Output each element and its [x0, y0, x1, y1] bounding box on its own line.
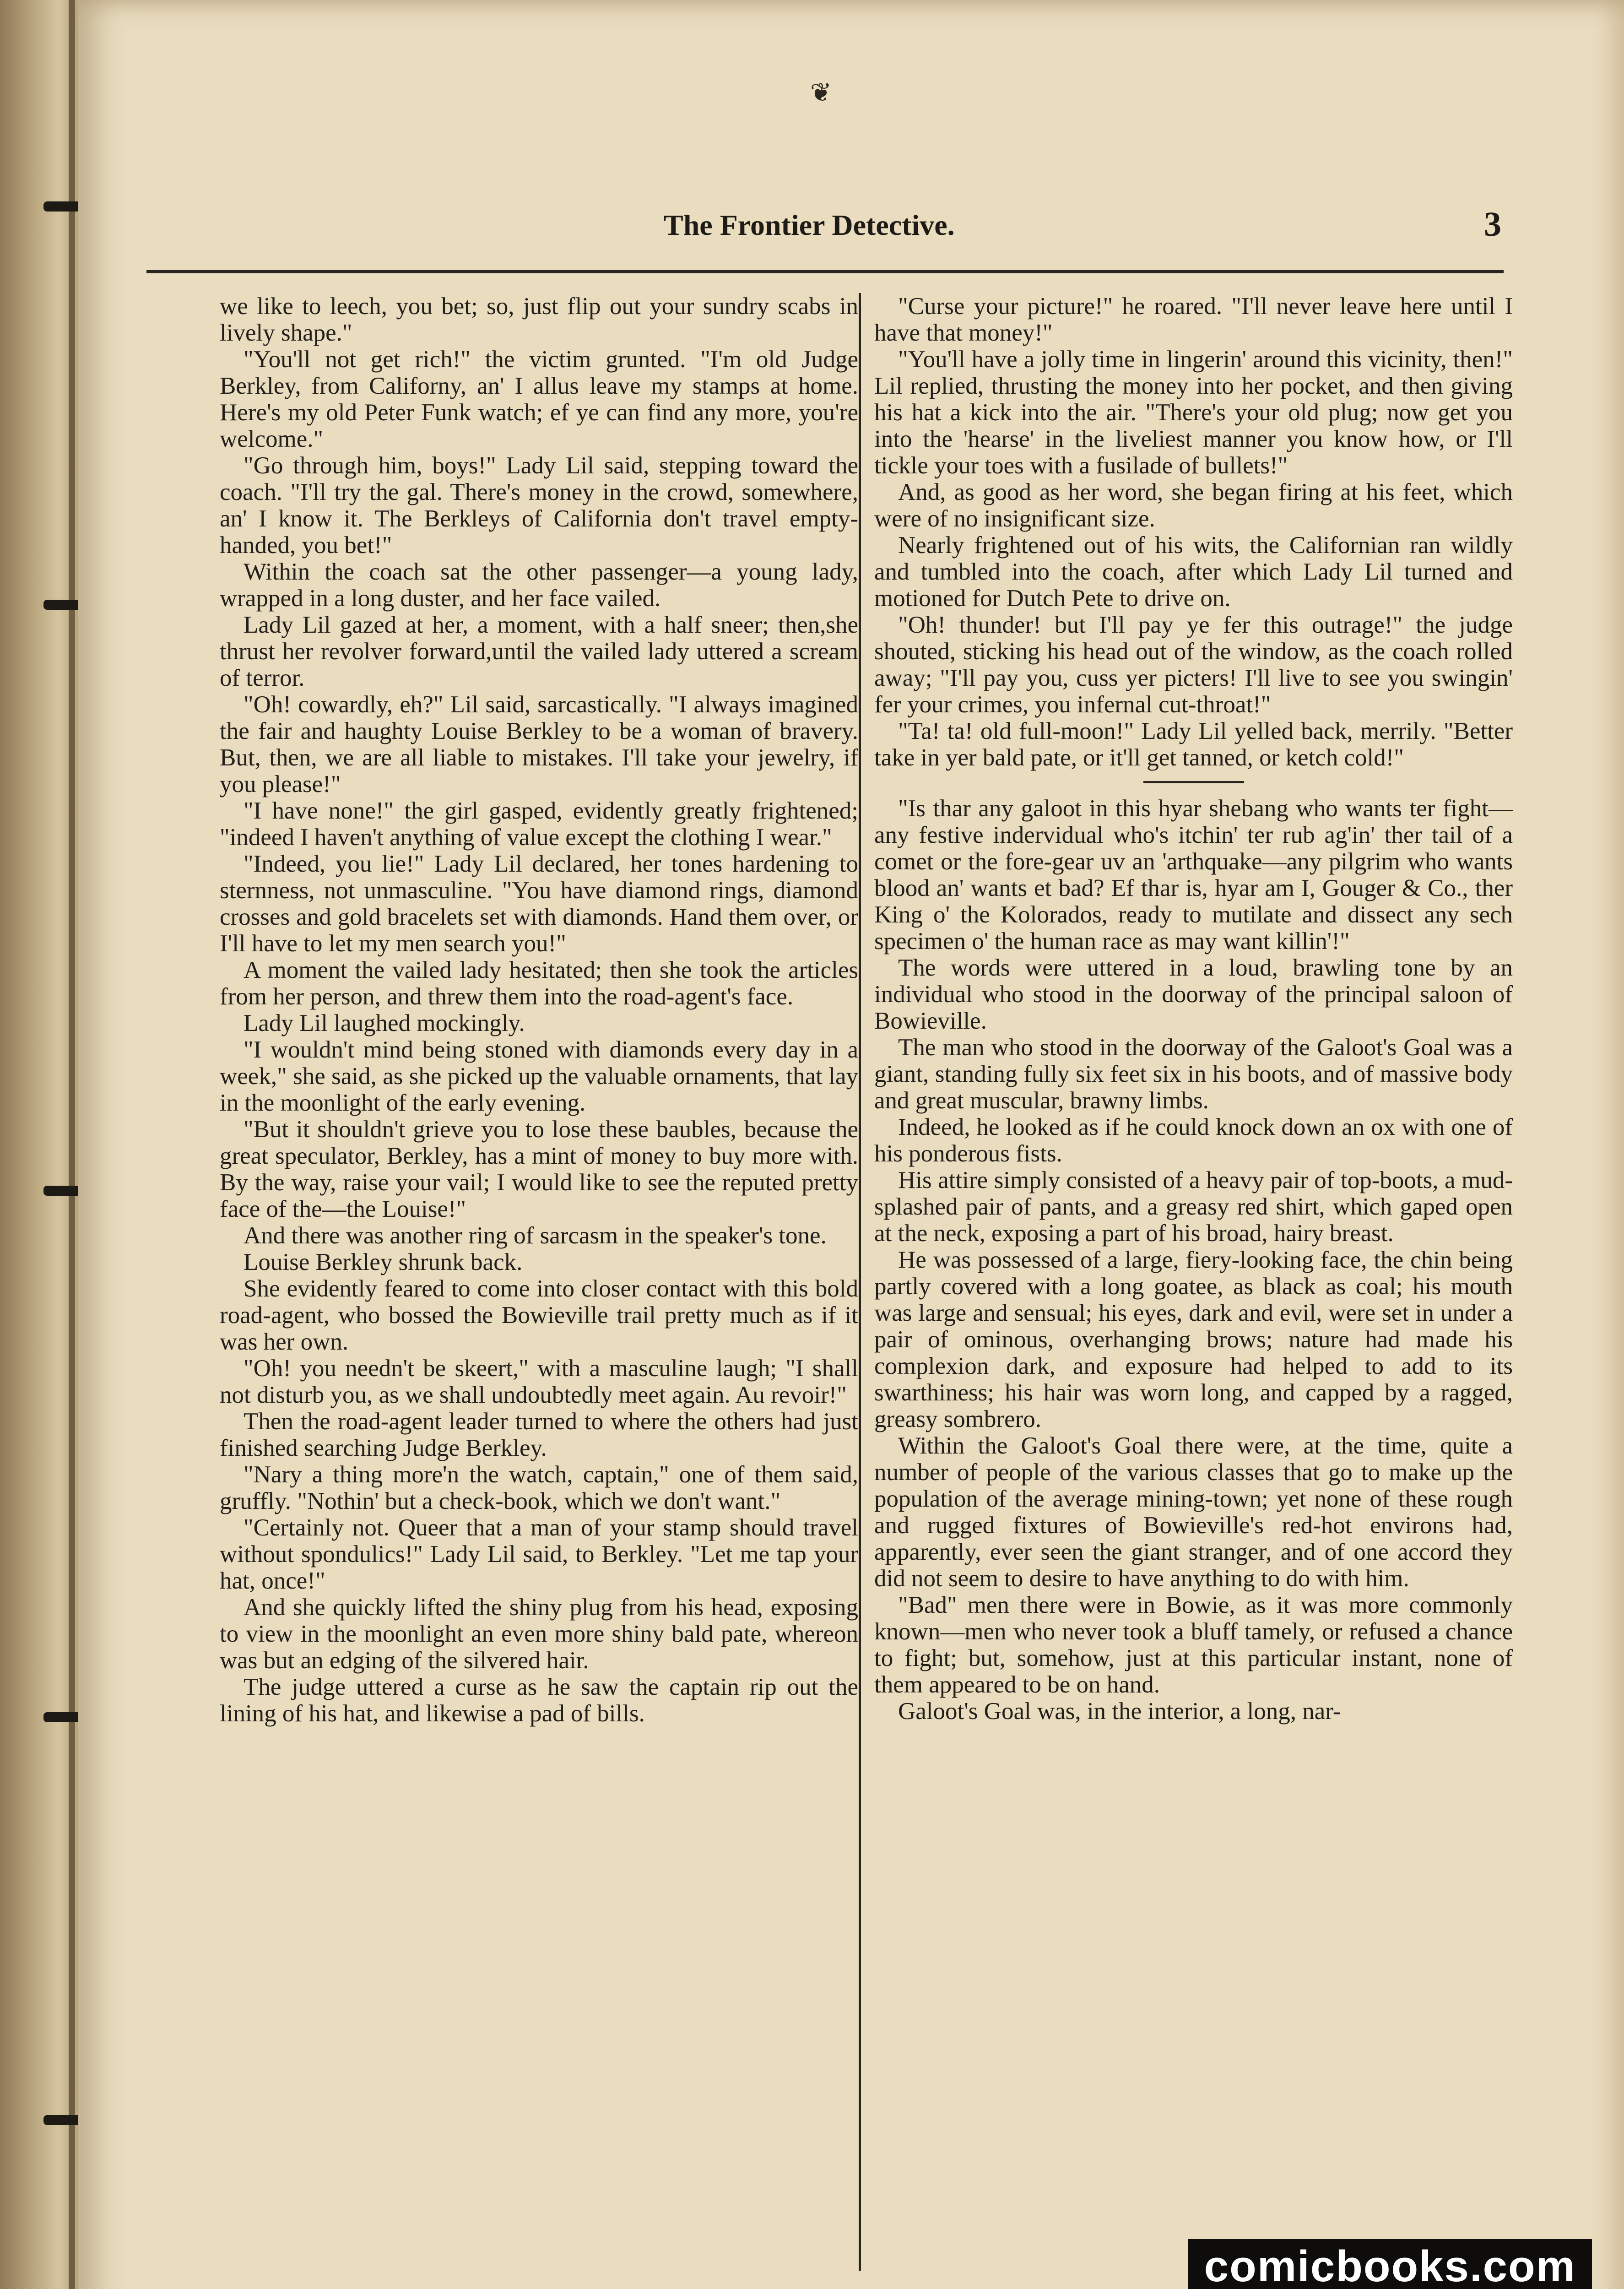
paragraph: "Go through him, boys!" Lady Lil said, stepping toward the coach. "I'll try the gal. There's money in the crowd, somewhere, an' I know it. The Berkleys of California don't travel empty-handed, you bet!" — [220, 452, 858, 559]
page-number: 3 — [1484, 205, 1501, 244]
paragraph: "Oh! thunder! but I'll pay ye fer this outrage!" the judge shouted, sticking his head out of the window, as the coach rolled away; "I'll pay you, cuss yer picters! I'll live to see you swingin' fer your crimes, you infernal cut-throat!" — [874, 612, 1513, 718]
paragraph: "I have none!" the girl gasped, evidently greatly frightened; "indeed I haven't anything of value except the clothing I wear." — [220, 797, 858, 851]
paragraph: "Nary a thing more'n the watch, captain," one of them said, gruffly. "Nothin' but a check-book, which we don't want." — [220, 1461, 858, 1514]
paragraph: His attire simply consisted of a heavy pair of top-boots, a mud-splashed pair of pants, and a greasy red shirt, which gaped open at the neck, exposing a part of his broad, hairy breast. — [874, 1167, 1513, 1247]
paragraph: "You'll have a jolly time in lingerin' around this vicinity, then!" Lil replied, thrusting the money into her pocket, and then giving his hat a kick into the air. "There's your old plug; now get you into the 'hearse' in the liveliest manner you know how, or I'll tickle your toes with a fusilade of bullets!" — [874, 346, 1513, 479]
paragraph: Within the Galoot's Goal there were, at the time, quite a number of people of the various classes that go to make up the population of the average mining-town; yet none of these rough and rugged fixtures of Bowieville's red-hot environs had, apparently, ever seen the giant stranger, and of one accord they did not seem to desire to have anything to do with him. — [874, 1432, 1513, 1592]
paragraph: "Is thar any galoot in this hyar shebang who wants ter fight—any festive indervidual who's itchin' ter rub ag'in' ther tail of a comet or the fore-gear uv an 'arthquake—any pilgrim who wants blood an' wants et bad? Ef thar is, hyar am I, Gouger & Co., ther King o' the Kolorados, ready to mutilate and dissect any sech specimen o' the human race as may want killin'!" — [874, 795, 1513, 955]
paragraph: "But it shouldn't grieve you to lose these baubles, because the great speculator, Berkley, has a mint of money to buy more with. By the way, raise your vail; I would like to see the reputed pretty face of the—the Louise!" — [220, 1116, 858, 1222]
paragraph: A moment the vailed lady hesitated; then she took the articles from her person, and threw them into the road-agent's face. — [220, 957, 858, 1010]
running-title: The Frontier Detective. — [664, 209, 955, 241]
paragraph: we like to leech, you bet; so, just flip out your sundry scabs in lively shape." — [220, 293, 858, 346]
paragraph: Galoot's Goal was, in the interior, a long, nar- — [898, 1698, 1341, 1725]
page-header — [146, 205, 1501, 259]
left-column — [220, 293, 858, 1727]
paragraph: "Certainly not. Queer that a man of your stamp should travel without spondulics!" Lady Lil said, to Berkley. "Let me tap your hat, once!" — [220, 1514, 858, 1594]
paragraph: And there was another ring of sarcasm in the speaker's tone. — [244, 1222, 827, 1249]
paragraph: "Oh! you needn't be skeert," with a masculine laugh; "I shall not disturb you, as we shall undoubtedly meet again. Au revoir!" — [220, 1355, 858, 1408]
paragraph: Indeed, he looked as if he could knock down an ox with one of his ponderous fists. — [874, 1114, 1513, 1167]
paragraph: And, as good as her word, she began firing at his feet, which were of no insignificant size. — [874, 479, 1513, 532]
paragraph: "You'll not get rich!" the victim grunted. "I'm old Judge Berkley, from Californy, an' I allus leave my stamps at home. Here's my old Peter Funk watch; ef ye can find any more, you're welcome." — [220, 346, 858, 452]
paragraph: And she quickly lifted the shiny plug from his head, exposing to view in the moonlight an even more shiny bald pate, whereon was but an edging of the silvered hair. — [220, 1594, 858, 1674]
paragraph: "Indeed, you lie!" Lady Lil declared, her tones hardening to sternness, not unmasculine. "You have diamond rings, diamond crosses and gold bracelets set with diamonds. Hand them over, or I'll have to let my men search you!" — [220, 851, 858, 957]
printer-ornament: ❦ — [810, 79, 832, 107]
paragraph: Louise Berkley shrunk back. — [244, 1249, 523, 1275]
paragraph: "Bad" men there were in Bowie, as it was more commonly known—men who never took a bluff tamely, or refused a chance to fight; but, somehow, just at this particular instant, none of them appeared to be on hand. — [874, 1592, 1513, 1698]
column-separator — [859, 293, 861, 2271]
paragraph: She evidently feared to come into closer contact with this bold road-agent, who bossed the Bowieville trail pretty much as if it was her own. — [220, 1275, 858, 1355]
site-watermark: comicbooks.com — [1188, 2239, 1592, 2289]
paragraph: "Ta! ta! old full-moon!" Lady Lil yelled back, merrily. "Better take in yer bald pate, or it'll get tanned, or ketch cold!" — [874, 718, 1513, 771]
paragraph: Nearly frightened out of his wits, the Californian ran wildly and tumbled into the coach, after which Lady Lil turned and motioned for Dutch Pete to drive on. — [874, 532, 1513, 612]
book-spine — [0, 0, 78, 2289]
paragraph: The words were uttered in a loud, brawling tone by an individual who stood in the doorway of the principal saloon of Bowieville. — [874, 955, 1513, 1034]
paragraph: "I wouldn't mind being stoned with diamonds every day in a week," she said, as she picked up the valuable ornaments, that lay in the moonlight of the early evening. — [220, 1036, 858, 1116]
right-column — [874, 293, 1513, 1725]
paragraph: The judge uttered a curse as he saw the captain rip out the lining of his hat, and likewise a pad of bills. — [220, 1674, 858, 1727]
header-rule — [146, 270, 1504, 273]
paragraph: Within the coach sat the other passenger—a young lady, wrapped in a long duster, and her face vailed. — [220, 559, 858, 612]
paragraph: Lady Lil gazed at her, a moment, with a half sneer; then,she thrust her revolver forward,until the vailed lady uttered a scream of terror. — [220, 612, 858, 691]
paragraph: Lady Lil laughed mockingly. — [244, 1010, 525, 1036]
paragraph: He was possessed of a large, fiery-looking face, the chin being partly covered with a long goatee, as black as coal; his mouth was large and sensual; his eyes, dark and evil, were set in under a pair of ominous, overhanging brows; nature had made his complexion dark, and exposure had helped to add to its swarthiness; his hair was worn long, and capped by a ragged, greasy sombrero. — [874, 1247, 1513, 1432]
paragraph: "Curse your picture!" he roared. "I'll never leave here until I have that money!" — [874, 293, 1513, 346]
paragraph: "Oh! cowardly, eh?" Lil said, sarcastically. "I always imagined the fair and haughty Louise Berkley to be a woman of bravery. But, then, we are all liable to mistakes. I'll take your jewelry, if you please!" — [220, 691, 858, 797]
section-divider — [1143, 781, 1244, 783]
paragraph: The man who stood in the doorway of the Galoot's Goal was a giant, standing fully six feet six in his boots, and of massive body and great muscular, brawny limbs. — [874, 1034, 1513, 1114]
gutter-edge — [69, 0, 75, 2289]
paragraph: Then the road-agent leader turned to where the others had just finished searching Judge Berkley. — [220, 1408, 858, 1461]
